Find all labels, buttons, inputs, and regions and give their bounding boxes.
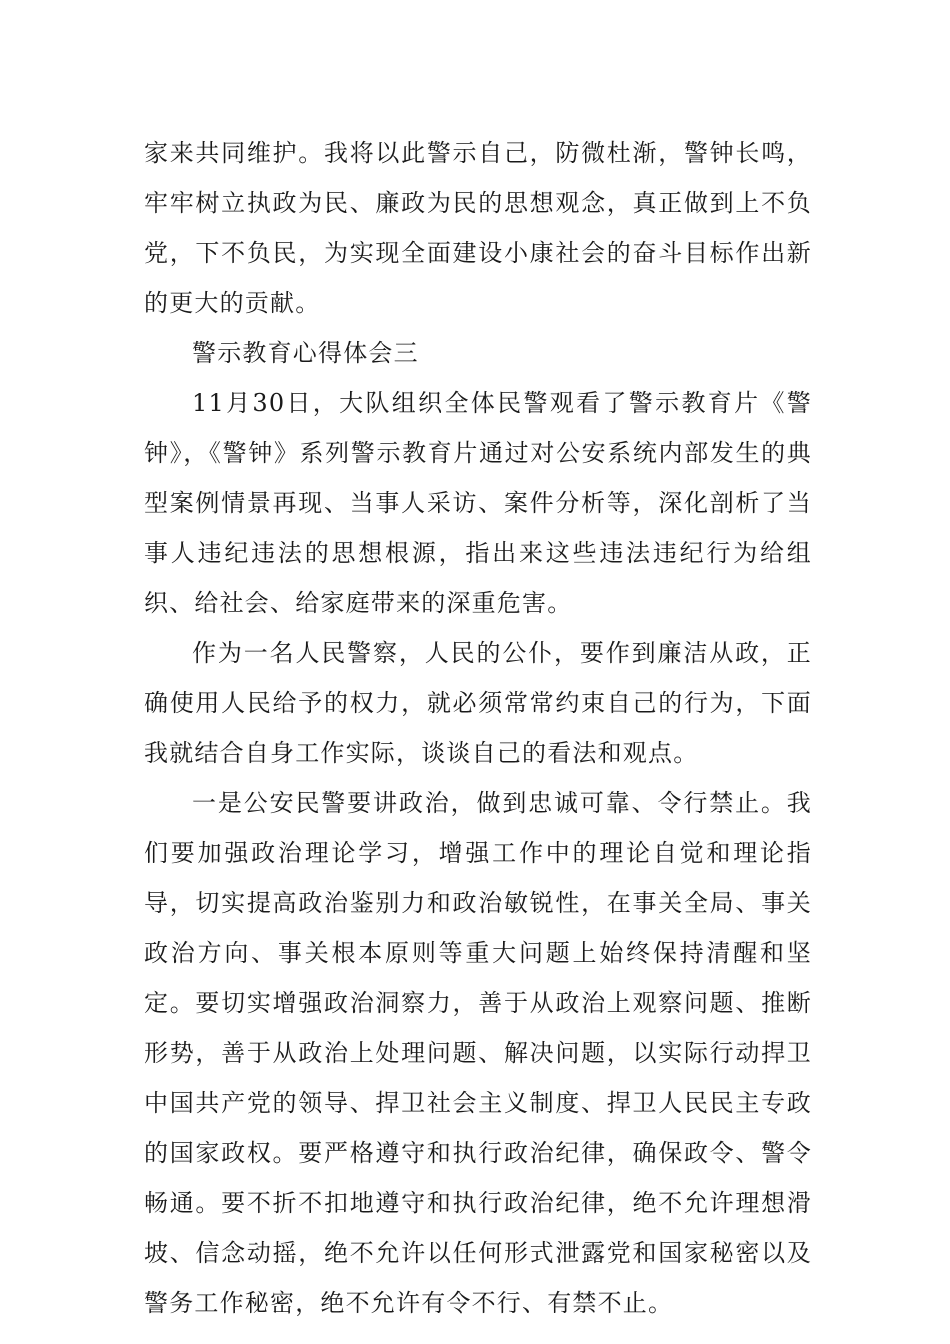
document-body [144, 128, 812, 1328]
paragraph-police-integrity: 作为一名人民警察，人民的公仆，要作到廉洁从政，正确使用人民给予的权力，就必须常常约束自己的行为，下面我就结合自身工作实际，谈谈自己的看法和观点。 [144, 639, 812, 767]
section-heading: 警示教育心得体会三 [192, 339, 419, 367]
paragraph-viewing-warning-film: 11月30日，大队组织全体民警观看了警示教育片《警钟》，《警钟》系列警示教育片通过对公安系统内部发生的典型案例情景再现、当事人采访、案件分析等，深化剖析了当事人违纪违法的思想根源，指出来这些违法违纪行为给组织、给社会、给家庭带来的深重危害。 [144, 389, 812, 617]
paragraph-continuation: 家来共同维护。我将以此警示自己，防微杜渐，警钟长鸣，牢牢树立执政为民、廉政为民的思想观念，真正做到上不负党，下不负民，为实现全面建设小康社会的奋斗目标作出新的更大的贡献。 [144, 139, 812, 317]
paragraph-point-one-politics: 一是公安民警要讲政治，做到忠诚可靠、令行禁止。我们要加强政治理论学习，增强工作中的理论自觉和理论指导，切实提高政治鉴别力和政治敏锐性，在事关全局、事关政治方向、事关根本原则等重大问题上始终保持清醒和坚定。要切实增强政治洞察力，善于从政治上观察问题、推断形势，善于从政治上处理问题、解决问题，以实际行动捍卫中国共产党的领导、捍卫社会主义制度、捍卫人民民主专政的国家政权。要严格遵守和执行政治纪律，确保政令、警令畅通。要不折不扣地遵守和执行政治纪律，绝不允许理想滑坡、信念动摇，绝不允许以任何形式泄露党和国家秘密以及警务工作秘密，绝不允许有令不行、有禁不止。 [144, 789, 812, 1317]
